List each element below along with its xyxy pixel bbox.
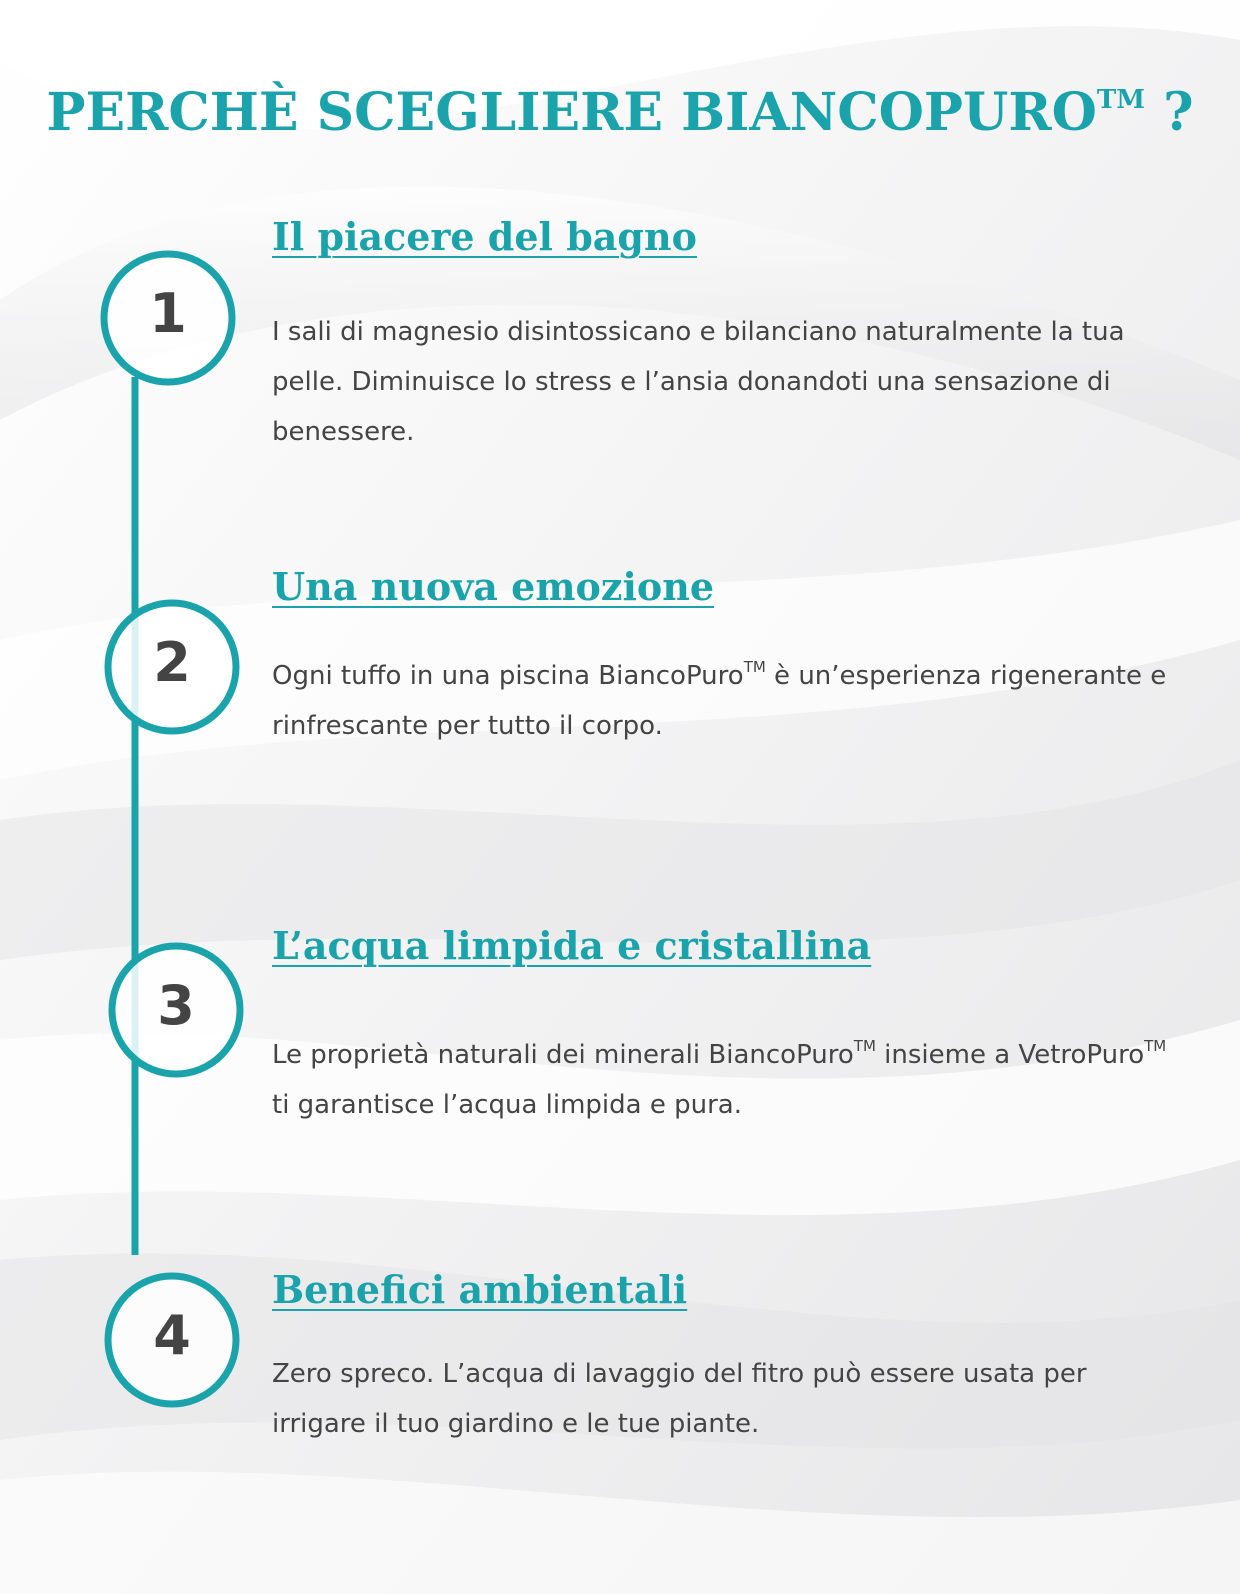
trademark-mark: TM	[743, 658, 766, 676]
step-body-3-part-b: insieme a VetroPuro	[875, 1040, 1145, 1070]
step-heading-1: Il piacere del bagno	[272, 214, 697, 259]
step-heading-3: L’acqua limpida e cristallina	[272, 923, 872, 968]
title-trademark: TM	[1096, 85, 1146, 115]
step-body-2-part-b: è un’esperienza rigenerante e rinfrescante per tutto il corpo.	[272, 661, 1167, 741]
step-number-4: 4	[153, 1304, 191, 1367]
step-body-2-part-a: Ogni tuffo in una piscina BiancoPuro	[272, 661, 744, 691]
step-number-3: 3	[157, 974, 195, 1037]
page-title	[0, 82, 1240, 143]
step-body-3	[272, 1021, 1172, 1130]
trademark-mark: TM	[853, 1037, 876, 1055]
step-heading-4: Benefici ambientali	[272, 1267, 688, 1312]
step-number-2: 2	[153, 631, 191, 694]
step-heading-2: Una nuova emozione	[272, 564, 715, 609]
title-suffix: ?	[1145, 82, 1194, 143]
trademark-mark: TM	[1144, 1037, 1167, 1055]
step-body-3-part-c: ti garantisce l’acqua limpida e pura.	[272, 1090, 742, 1120]
step-body-3-part-a: Le proprietà naturali dei minerali BiancoPuro	[272, 1040, 854, 1070]
step-body-1: I sali di magnesio disintossicano e bilanciano naturalmente la tua pelle. Diminuisce lo stress e l’ansia donandoti una sensazione di benessere.	[272, 317, 1125, 447]
step-body-2	[272, 642, 1172, 751]
title-text: PERCHÈ SCEGLIERE BIANCOPURO	[46, 82, 1097, 143]
step-number-1: 1	[149, 282, 187, 345]
step-body-4: Zero spreco. L’acqua di lavaggio del fitro può essere usata per irrigare il tuo giardino e le tue piante.	[272, 1359, 1087, 1439]
